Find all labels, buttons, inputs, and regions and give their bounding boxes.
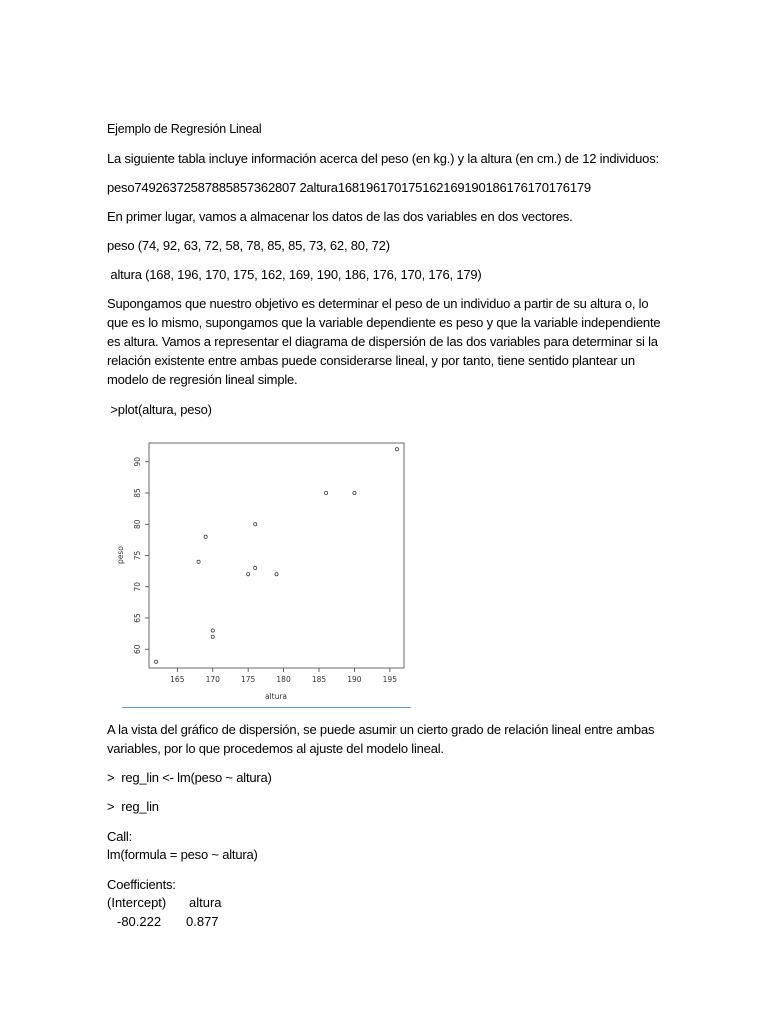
scatter-plot-svg <box>108 437 413 710</box>
paragraph-line: variables, por lo que procedemos al ajuste del modelo lineal. <box>107 741 444 756</box>
paragraph-line: que es lo mismo, supongamos que la variable dependiente es peso y que la variable independiente <box>107 315 661 330</box>
y-tick-label: 70 <box>133 581 142 592</box>
plot-frame <box>149 443 404 668</box>
coef-header-intercept: (Intercept) <box>107 895 167 910</box>
y-tick-label: 60 <box>133 644 142 655</box>
y-tick-label: 90 <box>133 456 142 467</box>
paragraph-line: es altura. Vamos a representar el diagrama de dispersión de las dos variables para determinar si la <box>107 334 658 349</box>
explanation-paragraph <box>107 294 672 389</box>
y-tick-label: 80 <box>133 519 142 530</box>
x-tick-label: 190 <box>347 675 362 684</box>
x-tick-label: 180 <box>276 675 291 684</box>
intro-text: La siguiente tabla incluye información acerca del peso (en kg.) y la altura (en cm.) de 12 individuos: <box>107 151 659 166</box>
y-axis-label: peso <box>116 546 125 564</box>
x-tick-label: 175 <box>241 675 256 684</box>
y-tick-label: 65 <box>133 613 142 623</box>
vectors-intro-text: En primer lugar, vamos a almacenar los datos de las dos variables en dos vectores. <box>107 209 573 224</box>
y-tick-label: 85 <box>133 488 142 498</box>
data-point <box>211 629 214 632</box>
call-label: Call: <box>107 829 133 844</box>
x-tick-label: 170 <box>205 675 220 684</box>
data-point <box>275 573 278 576</box>
x-axis-label: altura <box>264 692 288 701</box>
plot-command: >plot(altura, peso) <box>107 402 212 417</box>
document-title: Ejemplo de Regresión Lineal <box>107 122 262 136</box>
data-point <box>197 560 200 563</box>
data-point <box>154 660 157 663</box>
after-plot-paragraph <box>107 720 672 758</box>
altura-vector-text: altura (168, 196, 170, 175, 162, 169, 190, 186, 176, 170, 176, 179) <box>107 267 482 282</box>
x-tick-label: 185 <box>311 675 327 684</box>
show-model-command: > reg_lin <box>107 799 159 814</box>
y-tick-label: 75 <box>133 550 142 561</box>
paragraph-line: Supongamos que nuestro objetivo es determinar el peso de un individuo a partir de su altura o, lo <box>107 296 649 311</box>
data-point <box>254 523 257 526</box>
data-point <box>254 566 257 569</box>
paragraph-line: relación existente entre ambas puede considerarse lineal, y por tanto, tiene sentido plantear un <box>107 353 635 368</box>
data-point <box>395 448 398 451</box>
call-formula: lm(formula = peso ~ altura) <box>107 847 258 862</box>
divider-line <box>122 707 411 708</box>
data-point <box>211 635 214 638</box>
x-tick-label: 195 <box>382 675 397 684</box>
scatter-plot <box>108 437 413 710</box>
data-point <box>247 573 250 576</box>
data-point <box>324 491 327 494</box>
peso-vector-text: peso (74, 92, 63, 72, 58, 78, 85, 85, 73, 62, 80, 72) <box>107 238 390 253</box>
coef-header-altura: altura <box>189 895 222 910</box>
x-tick-label: 165 <box>170 675 185 684</box>
coefficients-label: Coefficients: <box>107 877 176 892</box>
paragraph-line: modelo de regresión lineal simple. <box>107 372 298 387</box>
coef-altura-value: 0.877 <box>186 914 219 929</box>
data-point <box>353 491 356 494</box>
data-point <box>204 535 207 538</box>
coef-intercept-value: -80.222 <box>117 914 162 929</box>
table-run-text: peso74926372587885857362807 2altura168196170175162169190186176170176179 <box>107 180 591 195</box>
regression-command: > reg_lin <- lm(peso ~ altura) <box>107 770 272 785</box>
paragraph-line: A la vista del gráfico de dispersión, se puede asumir un cierto grado de relación lineal entre ambas <box>107 722 655 737</box>
